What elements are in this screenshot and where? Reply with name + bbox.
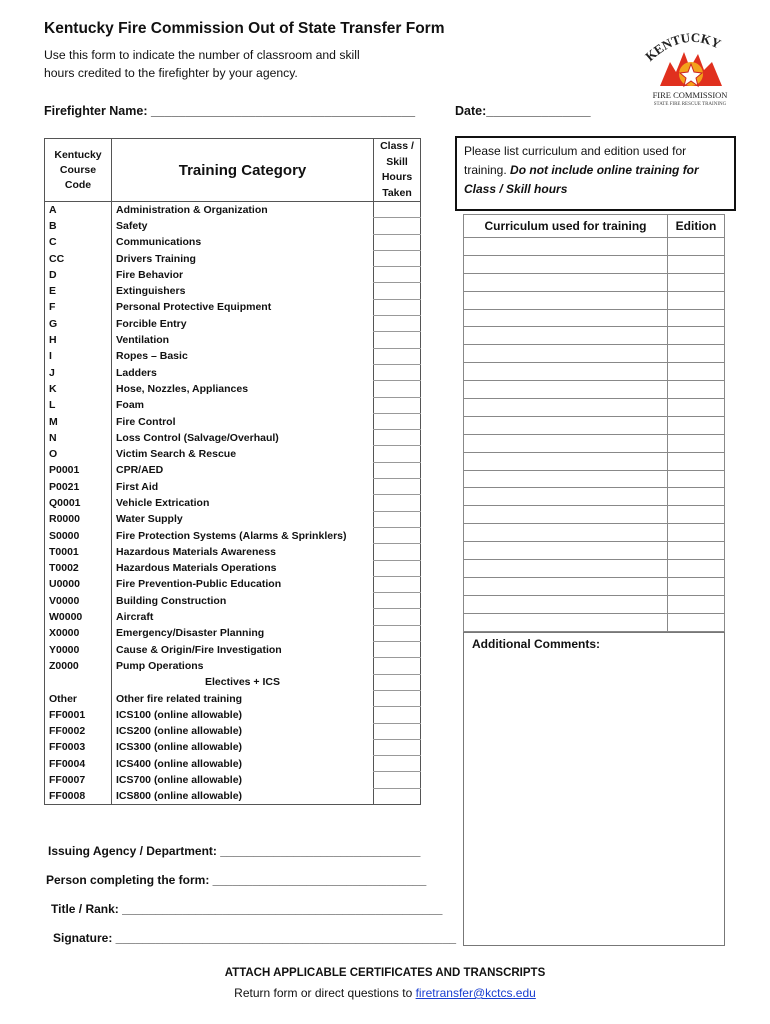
training-category: Extinguishers bbox=[116, 285, 186, 298]
hours-input[interactable] bbox=[374, 609, 421, 625]
training-table bbox=[44, 138, 421, 805]
edition-input[interactable] bbox=[668, 291, 725, 309]
curriculum-input[interactable] bbox=[464, 560, 668, 578]
edition-input[interactable] bbox=[668, 452, 725, 470]
curriculum-row bbox=[464, 595, 725, 613]
instructions-text: Please list curriculum and edition used for training. bbox=[464, 144, 687, 177]
curriculum-input[interactable] bbox=[464, 506, 668, 524]
hours-input[interactable] bbox=[374, 316, 421, 332]
curriculum-input[interactable] bbox=[464, 273, 668, 291]
course-code: FF0008 bbox=[45, 788, 112, 804]
course-code: V0000 bbox=[45, 593, 112, 609]
curriculum-row bbox=[464, 291, 725, 309]
edition-input[interactable] bbox=[668, 327, 725, 345]
course-code: I bbox=[45, 348, 112, 364]
training-category: Fire Protection Systems (Alarms & Sprinklers) bbox=[116, 529, 347, 542]
table-row bbox=[45, 267, 421, 283]
edition-input[interactable] bbox=[668, 416, 725, 434]
curriculum-row bbox=[464, 542, 725, 560]
table-row bbox=[45, 560, 421, 576]
hours-input[interactable] bbox=[374, 495, 421, 511]
curriculum-input[interactable] bbox=[464, 524, 668, 542]
hours-input[interactable] bbox=[374, 299, 421, 315]
hours-input[interactable] bbox=[374, 723, 421, 739]
hours-input[interactable] bbox=[374, 430, 421, 446]
table-row bbox=[45, 772, 421, 788]
course-code: T0002 bbox=[45, 560, 112, 576]
curriculum-input[interactable] bbox=[464, 470, 668, 488]
curriculum-row bbox=[464, 506, 725, 524]
training-category: Drivers Training bbox=[116, 252, 196, 265]
training-category: ICS700 (online allowable) bbox=[116, 774, 243, 787]
table-row bbox=[45, 642, 421, 658]
issuing-agency-field[interactable]: Issuing Agency / Department: ______________________________ bbox=[48, 844, 421, 858]
curriculum-input[interactable] bbox=[464, 309, 668, 327]
logo-line1: FIRE COMMISSION bbox=[652, 90, 728, 100]
course-code: U0000 bbox=[45, 576, 112, 592]
course-code: N bbox=[45, 430, 112, 446]
curriculum-row bbox=[464, 309, 725, 327]
curriculum-input[interactable] bbox=[464, 255, 668, 273]
hours-input[interactable] bbox=[374, 527, 421, 543]
curriculum-input[interactable] bbox=[464, 238, 668, 256]
course-code: Z0000 bbox=[45, 658, 112, 674]
edition-input[interactable] bbox=[668, 613, 725, 631]
edition-header: Edition bbox=[668, 215, 725, 238]
curriculum-row bbox=[464, 452, 725, 470]
edition-input[interactable] bbox=[668, 560, 725, 578]
table-row bbox=[45, 593, 421, 609]
edition-input[interactable] bbox=[668, 577, 725, 595]
curriculum-row bbox=[464, 524, 725, 542]
attach-notice: ATTACH APPLICABLE CERTIFICATES AND TRANSCRIPTS bbox=[224, 967, 546, 979]
training-category: Fire Control bbox=[116, 415, 176, 428]
table-row bbox=[45, 364, 421, 380]
edition-input[interactable] bbox=[668, 363, 725, 381]
hours-input[interactable] bbox=[374, 202, 421, 218]
hours-input[interactable] bbox=[374, 544, 421, 560]
table-row bbox=[45, 495, 421, 511]
course-code: FF0007 bbox=[45, 772, 112, 788]
training-category: ICS200 (online allowable) bbox=[116, 725, 243, 738]
hours-input[interactable] bbox=[374, 560, 421, 576]
email-link[interactable]: firetransfer@kctcs.edu bbox=[415, 986, 536, 1000]
table-row bbox=[45, 609, 421, 625]
logo-word: KENTUCKY bbox=[642, 29, 724, 65]
table-row bbox=[45, 299, 421, 315]
intro-text: Use this form to indicate the number of classroom and skill hours credited to the firefighter by your agency. bbox=[44, 48, 360, 80]
training-category: ICS300 (online allowable) bbox=[116, 741, 243, 754]
table-row bbox=[45, 479, 421, 495]
table-row bbox=[45, 739, 421, 755]
edition-input[interactable] bbox=[668, 524, 725, 542]
curriculum-input[interactable] bbox=[464, 488, 668, 506]
edition-input[interactable] bbox=[668, 506, 725, 524]
curriculum-row bbox=[464, 613, 725, 631]
hours-input[interactable] bbox=[374, 479, 421, 495]
firefighter-name-field[interactable]: Firefighter Name: ______________________________________ bbox=[44, 104, 416, 118]
course-code: H bbox=[45, 332, 112, 348]
hours-input[interactable] bbox=[374, 690, 421, 706]
curriculum-row bbox=[464, 255, 725, 273]
table-row bbox=[45, 316, 421, 332]
curriculum-input[interactable] bbox=[464, 291, 668, 309]
curriculum-input[interactable] bbox=[464, 381, 668, 399]
curriculum-input[interactable] bbox=[464, 399, 668, 417]
training-category: Pump Operations bbox=[116, 659, 204, 672]
curriculum-input[interactable] bbox=[464, 595, 668, 613]
course-code: CC bbox=[45, 250, 112, 266]
edition-input[interactable] bbox=[668, 309, 725, 327]
curriculum-row bbox=[464, 416, 725, 434]
training-category: Fire Prevention-Public Education bbox=[116, 578, 282, 591]
table-row bbox=[45, 511, 421, 527]
course-code: T0001 bbox=[45, 544, 112, 560]
edition-input[interactable] bbox=[668, 399, 725, 417]
training-category: Personal Protective Equipment bbox=[116, 301, 272, 314]
training-category: Safety bbox=[116, 219, 148, 232]
curriculum-input[interactable] bbox=[464, 345, 668, 363]
course-code: FF0004 bbox=[45, 756, 112, 772]
curriculum-row bbox=[464, 434, 725, 452]
course-code: P0001 bbox=[45, 462, 112, 478]
table-row bbox=[45, 218, 421, 234]
course-code: M bbox=[45, 413, 112, 429]
course-code: R0000 bbox=[45, 511, 112, 527]
table-row bbox=[45, 446, 421, 462]
edition-input[interactable] bbox=[668, 273, 725, 291]
table-row bbox=[45, 430, 421, 446]
code-header: Kentucky Course Code bbox=[45, 139, 112, 202]
hours-input[interactable] bbox=[374, 234, 421, 250]
table-row bbox=[45, 234, 421, 250]
training-category: ICS800 (online allowable) bbox=[112, 788, 374, 804]
hours-input[interactable] bbox=[374, 739, 421, 755]
edition-input[interactable] bbox=[668, 381, 725, 399]
curriculum-row bbox=[464, 399, 725, 417]
training-category: Hazardous Materials Awareness bbox=[116, 545, 276, 558]
table-row bbox=[45, 788, 421, 804]
table-row bbox=[45, 332, 421, 348]
hours-input[interactable] bbox=[374, 593, 421, 609]
course-code: S0000 bbox=[45, 527, 112, 543]
return-text: Return form or direct questions to bbox=[234, 986, 416, 1000]
training-category: Hose, Nozzles, Appliances bbox=[116, 382, 249, 395]
curriculum-input[interactable] bbox=[464, 327, 668, 345]
category-header: Training Category bbox=[112, 139, 374, 202]
course-code: FF0003 bbox=[45, 739, 112, 755]
hours-input[interactable] bbox=[374, 283, 421, 299]
table-row bbox=[45, 413, 421, 429]
hours-input[interactable] bbox=[374, 250, 421, 266]
training-category: Communications bbox=[116, 236, 202, 249]
table-row bbox=[45, 250, 421, 266]
curriculum-input[interactable] bbox=[464, 452, 668, 470]
hours-input[interactable] bbox=[374, 332, 421, 348]
title-rank-field[interactable]: Title / Rank: ________________________________________________ bbox=[51, 902, 443, 916]
electives-row bbox=[45, 674, 421, 690]
hours-input[interactable] bbox=[374, 576, 421, 592]
training-category: Cause & Origin/Fire Investigation bbox=[116, 643, 282, 656]
training-category: First Aid bbox=[116, 480, 159, 493]
course-code: B bbox=[45, 218, 112, 234]
table-row bbox=[45, 283, 421, 299]
training-category: Hazardous Materials Operations bbox=[116, 562, 277, 575]
training-category: Vehicle Extrication bbox=[116, 496, 210, 509]
table-row bbox=[45, 202, 421, 218]
return-notice bbox=[0, 986, 770, 1000]
edition-input[interactable] bbox=[668, 345, 725, 363]
curriculum-input[interactable] bbox=[464, 577, 668, 595]
curriculum-row bbox=[464, 363, 725, 381]
electives-label: Electives + ICS bbox=[204, 676, 280, 689]
course-code: O bbox=[45, 446, 112, 462]
training-category: Emergency/Disaster Planning bbox=[116, 627, 265, 640]
course-code: K bbox=[45, 381, 112, 397]
hours-input[interactable] bbox=[374, 658, 421, 674]
hours-input[interactable] bbox=[374, 642, 421, 658]
hours-input[interactable] bbox=[374, 397, 421, 413]
training-category: CPR/AED bbox=[116, 464, 164, 477]
curriculum-row bbox=[464, 327, 725, 345]
edition-input[interactable] bbox=[668, 470, 725, 488]
training-category: Building Construction bbox=[116, 594, 227, 607]
curriculum-header: Curriculum used for training bbox=[464, 215, 668, 238]
table-row bbox=[45, 625, 421, 641]
table-row bbox=[45, 576, 421, 592]
curriculum-input[interactable] bbox=[464, 416, 668, 434]
course-code: FF0001 bbox=[45, 707, 112, 723]
curriculum-row bbox=[464, 345, 725, 363]
table-row bbox=[45, 707, 421, 723]
curriculum-input[interactable] bbox=[464, 363, 668, 381]
curriculum-input[interactable] bbox=[464, 434, 668, 452]
edition-input[interactable] bbox=[668, 595, 725, 613]
course-code: D bbox=[45, 267, 112, 283]
curriculum-row bbox=[464, 273, 725, 291]
hours-input[interactable] bbox=[374, 364, 421, 380]
training-category: Ventilation bbox=[116, 334, 170, 347]
edition-input[interactable] bbox=[668, 488, 725, 506]
edition-input[interactable] bbox=[668, 542, 725, 560]
course-code: Q0001 bbox=[45, 495, 112, 511]
training-category: Administration & Organization bbox=[116, 203, 268, 216]
hours-header: Class / Skill Hours Taken bbox=[374, 139, 421, 202]
table-row bbox=[45, 462, 421, 478]
hours-input[interactable] bbox=[374, 674, 421, 690]
hours-input[interactable] bbox=[374, 218, 421, 234]
course-code: E bbox=[45, 283, 112, 299]
hours-input[interactable] bbox=[374, 381, 421, 397]
course-code: W0000 bbox=[45, 609, 112, 625]
training-category: Ladders bbox=[116, 366, 157, 379]
course-code: G bbox=[45, 316, 112, 332]
comments-label: Additional Comments: bbox=[472, 637, 600, 651]
curriculum-row bbox=[464, 488, 725, 506]
table-row bbox=[45, 397, 421, 413]
course-code: P0021 bbox=[45, 479, 112, 495]
curriculum-row bbox=[464, 381, 725, 399]
edition-input[interactable] bbox=[668, 238, 725, 256]
table-row bbox=[45, 723, 421, 739]
curriculum-row bbox=[464, 577, 725, 595]
curriculum-row bbox=[464, 560, 725, 578]
table-row bbox=[45, 690, 421, 706]
training-category: Ropes – Basic bbox=[116, 350, 188, 363]
hours-input[interactable] bbox=[374, 267, 421, 283]
course-code: Y0000 bbox=[45, 642, 112, 658]
course-code: A bbox=[45, 202, 112, 218]
training-category: Water Supply bbox=[116, 513, 183, 526]
hours-input[interactable] bbox=[374, 348, 421, 364]
course-code: FF0002 bbox=[45, 723, 112, 739]
training-category: ICS100 (online allowable) bbox=[116, 708, 243, 721]
hours-input[interactable] bbox=[374, 446, 421, 462]
curriculum-input[interactable] bbox=[464, 613, 668, 631]
training-category: Victim Search & Rescue bbox=[116, 448, 237, 461]
training-category: Foam bbox=[116, 399, 145, 412]
page-title: Kentucky Fire Commission Out of State Transfer Form bbox=[44, 20, 445, 37]
course-code: L bbox=[45, 397, 112, 413]
hours-input[interactable] bbox=[374, 707, 421, 723]
edition-input[interactable] bbox=[668, 255, 725, 273]
table-row bbox=[45, 348, 421, 364]
person-completing-field[interactable]: Person completing the form: ________________________________ bbox=[46, 873, 427, 887]
hours-input[interactable] bbox=[374, 625, 421, 641]
table-row bbox=[45, 756, 421, 772]
additional-comments-box[interactable] bbox=[463, 632, 725, 946]
table-row bbox=[45, 527, 421, 543]
hours-input[interactable] bbox=[374, 788, 421, 804]
curriculum-instructions bbox=[455, 136, 736, 211]
hours-input[interactable] bbox=[374, 462, 421, 478]
instructions-emphasis: Do not include online training for Class / Skill hours bbox=[464, 163, 699, 196]
course-code: J bbox=[45, 364, 112, 380]
training-category: Fire Behavior bbox=[116, 268, 184, 281]
course-code: Other bbox=[45, 690, 112, 706]
curriculum-input[interactable] bbox=[464, 542, 668, 560]
training-category: Other fire related training bbox=[116, 692, 243, 705]
table-row bbox=[45, 544, 421, 560]
course-code: C bbox=[45, 234, 112, 250]
training-category: Loss Control (Salvage/Overhaul) bbox=[116, 431, 279, 444]
table-row bbox=[45, 381, 421, 397]
hours-input[interactable] bbox=[374, 756, 421, 772]
hours-input[interactable] bbox=[374, 772, 421, 788]
course-code: X0000 bbox=[45, 625, 112, 641]
curriculum-row bbox=[464, 470, 725, 488]
edition-input[interactable] bbox=[668, 434, 725, 452]
training-category: ICS400 (online allowable) bbox=[116, 757, 243, 770]
logo-line2: STATE FIRE RESCUE TRAINING bbox=[653, 102, 727, 107]
training-category: Aircraft bbox=[116, 611, 154, 624]
kentucky-fire-commission-logo bbox=[640, 24, 740, 108]
signature-field[interactable]: Signature: ___________________________________________________ bbox=[53, 931, 457, 945]
course-code: F bbox=[45, 299, 112, 315]
curriculum-row bbox=[464, 238, 725, 256]
table-row bbox=[45, 658, 421, 674]
hours-input[interactable] bbox=[374, 511, 421, 527]
curriculum-table bbox=[463, 214, 725, 632]
date-field[interactable]: Date:_______________ bbox=[455, 104, 591, 118]
hours-input[interactable] bbox=[374, 413, 421, 429]
training-category: Forcible Entry bbox=[116, 317, 187, 330]
